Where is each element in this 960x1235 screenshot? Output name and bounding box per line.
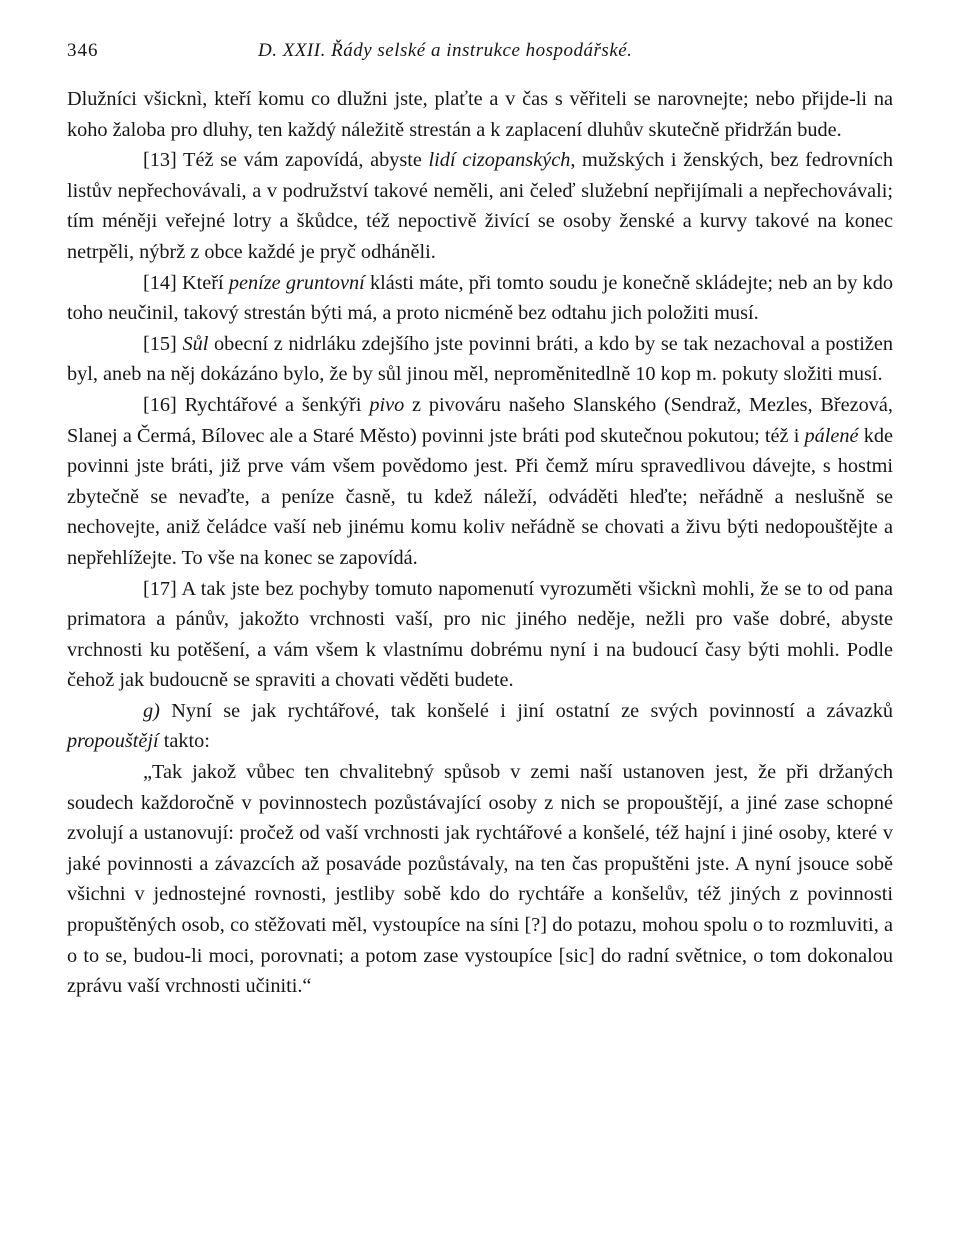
paragraph-15 — [67, 329, 893, 390]
text-run: [17] A tak jste bez pochyby tomuto napomenutí vyrozuměti všicknì mohli, že se to od pana primatora a pánův, jakožto vrchnosti vaší, pro nic jiného neděje, nežli pro vaše dobré, abyste vrchnosti ku potěšení, a vám všem k vlastnímu dobrému nyní i na budoucí časy býti mohli. Podle čehož jak budoucně se spraviti a chovati věděti budete. — [67, 577, 893, 692]
italic-term: lidí cizopanských — [428, 149, 571, 172]
text-run: Nyní se jak rychtářové, tak konšelé i jiní ostatní ze svých povinností a závazků — [159, 699, 893, 722]
paragraph-debtors — [67, 84, 893, 145]
text-run: [16] Rychtářové a šenkýři — [143, 393, 370, 416]
body-text — [67, 84, 893, 1002]
text-run: z pivováru našeho Slanského (Sendraž, Mezles, Březová, Slanej a Čermá, Bílovec ale a Staré Město) povinni jste bráti pod skutečnou pokutou; též i — [67, 393, 894, 447]
text-run: [13] Též se vám zapovídá, abyste — [143, 149, 429, 172]
italic-term: Sůl — [182, 332, 209, 355]
paragraph-13 — [67, 145, 893, 267]
text-run: [15] — [143, 332, 183, 355]
paragraph-17 — [67, 574, 893, 696]
paragraph-quote — [67, 757, 893, 1002]
page-header — [67, 40, 893, 66]
text-run: klásti máte, při tomto soudu je konečně skládejte; neb an by kdo toho neučinil, takový strestán býti má, a proto nicméně bez odtahu jich položiti musí. — [67, 271, 893, 325]
paragraph-g — [67, 696, 893, 757]
text-run: takto: — [158, 730, 210, 753]
text-run: „Tak jakož vůbec ten chvalitebný spůsob v zemi naší ustanoven jest, že při držaných soudech každoročně v povinnostech pozůstávající osoby z nich se propouštějí, a jiné zase schopné zvolují a ustanovují: pročež od vaší vrchnosti jak rychtářové a konšelé, též hajní i jiné osoby, které v jaké povinnosti a závazcích až posaváde pozůstávaly, na ten čas propuštěni jste. A nyní jsouce sobě všichni v jednostejné rovnosti, jestliby sobě kdo do rychtáře a konšelův, též jiných z povinnosti propuštěných osob, co stěžovati měl, vystoupíce na síni [?] do potazu, mohou spolu o to rozmluviti, a o to se, budou-li moci, porovnati; a potom zase vystoupíce [sic] do radní světnice, o tom dokonalou zprávu vaší vrchnosti učiniti.“ — [67, 761, 893, 998]
italic-term: pálené — [804, 424, 859, 447]
paragraph-16 — [67, 390, 893, 574]
text-run: kde povinni jste bráti, již prve vám všem povědomo jest. Při čemž míru spravedlivou dávejte, s hostmi zbytečně se nevaďte, a peníze časně, tu kdež náleží, odváděti hleďte; neřádně a neslušně se nechovejte, aniž čeládce vaší neb jinému komu koliv neřádně se chovati a živu býti nedopouštějte a nepřehlížejte. To vše na konec se zapovídá. — [67, 424, 893, 569]
paragraph-14 — [67, 268, 893, 329]
italic-term: peníze gruntovní — [228, 271, 365, 294]
italic-term: propouštějí — [67, 730, 159, 753]
running-head: D. XXII. Řády selské a instrukce hospodářské. — [258, 40, 633, 61]
text-run: , mužských i ženských, bez fedrovních listův nepřechovávali, a v podružství takové neměli, ani čeleď služební nepřijímali a nepřechovávali; tím méněji veřejné lotry a škůdce, též nepoctivě živící se osoby ženské a kurvy takové na konec netrpěli, nýbrž z obce každé je pryč odháněli. — [67, 149, 893, 263]
text-run: [14] Kteří — [143, 271, 229, 294]
text-run: Dlužníci všicknì, kteří komu co dlužni jste, plaťte a v čas s věřiteli se narovnejte; nebo přijde-li na koho žaloba pro dluhy, ten každý náležitě strestán a k zaplacení dluhův skutečně přidržán bude. — [67, 88, 893, 141]
page-number: 346 — [67, 40, 99, 61]
italic-term: g) — [143, 699, 160, 722]
text-run: obecní z nidrláku zdejšího jste povinni bráti, a kdo by se tak nezachoval a postižen byl, aneb na něj dokázáno bylo, že by sůl jinou měl, neproměnitedlně 10 kop m. pokuty složiti musí. — [67, 332, 894, 386]
italic-term: pivo — [369, 393, 405, 416]
